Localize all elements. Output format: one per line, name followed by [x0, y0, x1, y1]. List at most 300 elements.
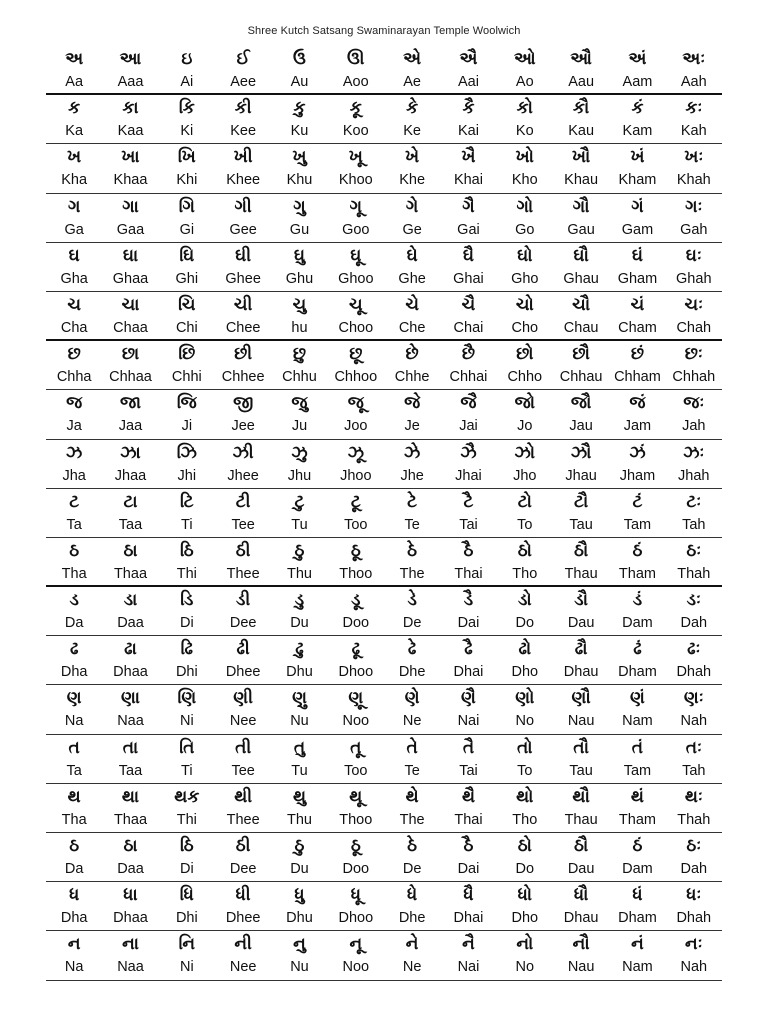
syllable-cell: [384, 587, 440, 635]
syllable-cell: [440, 46, 496, 93]
syllable-cell: [666, 685, 722, 733]
syllable-cell: [271, 538, 327, 585]
gujarati-syllable: ડઃ: [686, 590, 701, 611]
romanized-syllable: Ghe: [398, 270, 426, 287]
syllable-cell: [666, 882, 722, 930]
consonant-row: [46, 95, 722, 144]
syllable-cell: [215, 292, 271, 339]
syllable-cell: [328, 587, 384, 635]
gujarati-syllable: ણિ: [177, 688, 197, 709]
consonant-row: [46, 440, 722, 489]
romanized-syllable: Jhai: [455, 467, 482, 484]
syllable-cell: [215, 784, 271, 832]
gujarati-syllable: ટં: [632, 491, 643, 512]
gujarati-syllable: ઝુ: [291, 442, 308, 463]
romanized-syllable: Dam: [622, 615, 653, 632]
consonant-row: [46, 489, 722, 538]
syllable-cell: [159, 341, 215, 389]
romanized-syllable: Ge: [402, 221, 422, 238]
syllable-cell: [328, 46, 384, 93]
romanized-syllable: Thah: [677, 565, 711, 582]
syllable-cell: [215, 685, 271, 733]
romanized-syllable: Gha: [60, 270, 88, 287]
gujarati-syllable: ણઃ: [683, 688, 704, 709]
gujarati-syllable: છા: [121, 344, 140, 365]
romanized-syllable: Nah: [680, 959, 708, 976]
gujarati-syllable: ઠિ: [179, 836, 194, 856]
romanized-syllable: Noo: [342, 959, 370, 976]
syllable-cell: [553, 390, 609, 438]
gujarati-syllable: કૂ: [349, 98, 362, 119]
syllable-cell: [46, 882, 102, 930]
syllable-cell: [328, 95, 384, 143]
syllable-cell: [46, 243, 102, 291]
romanized-syllable: Jai: [459, 418, 478, 435]
gujarati-syllable: જી: [233, 393, 254, 414]
gujarati-syllable: છો: [516, 344, 534, 365]
romanized-syllable: Gho: [511, 270, 539, 287]
romanized-syllable: Du: [290, 861, 309, 877]
syllable-cell: [440, 882, 496, 930]
romanized-syllable: Ghoo: [338, 270, 374, 287]
gujarati-syllable: ધા: [123, 885, 138, 906]
gujarati-syllable: ચૈ: [461, 294, 476, 315]
romanized-syllable: Tha: [61, 565, 87, 582]
romanized-syllable: Taa: [118, 762, 143, 779]
romanized-syllable: Da: [64, 615, 84, 632]
romanized-syllable: Jhau: [565, 467, 597, 484]
gujarati-syllable: કૌ: [572, 98, 590, 119]
gujarati-syllable: ગઃ: [685, 196, 703, 217]
romanized-syllable: Chaa: [113, 319, 148, 336]
romanized-syllable: Khaa: [113, 172, 148, 189]
romanized-syllable: Khau: [564, 172, 599, 189]
gujarati-syllable: ટ: [69, 491, 80, 512]
romanized-syllable: Too: [344, 762, 368, 779]
gujarati-syllable: થં: [630, 786, 644, 807]
gujarati-syllable: ડા: [123, 590, 138, 611]
consonant-row: [46, 833, 722, 882]
syllable-cell: [553, 341, 609, 389]
gujarati-syllable: તઃ: [685, 737, 702, 758]
syllable-cell: [328, 292, 384, 339]
gujarati-syllable: કો: [516, 98, 533, 119]
syllable-cell: [215, 194, 271, 242]
syllable-cell: [384, 931, 440, 979]
syllable-cell: [553, 292, 609, 339]
romanized-syllable: Too: [344, 516, 368, 533]
syllable-cell: [328, 538, 384, 585]
gujarati-syllable: છૌ: [572, 344, 590, 365]
syllable-cell: [666, 194, 722, 242]
syllable-cell: [159, 735, 215, 783]
romanized-syllable: Nee: [229, 959, 257, 976]
syllable-cell: [609, 46, 665, 93]
romanized-syllable: Gham: [617, 270, 658, 287]
romanized-syllable: Ta: [66, 762, 82, 779]
syllable-cell: [666, 538, 722, 585]
romanized-syllable: Do: [515, 615, 535, 632]
romanized-syllable: Thaa: [113, 565, 148, 582]
syllable-cell: [159, 833, 215, 881]
gujarati-syllable: ડૈ: [463, 590, 474, 611]
syllable-cell: [497, 587, 553, 635]
gujarati-syllable: ચી: [233, 294, 253, 315]
syllable-cell: [271, 636, 327, 684]
romanized-syllable: Jaa: [118, 418, 143, 435]
syllable-cell: [271, 46, 327, 93]
gujarati-syllable: છી: [234, 344, 253, 365]
gujarati-syllable: અં: [628, 49, 647, 69]
gujarati-syllable: ના: [122, 934, 139, 955]
gujarati-syllable: કે: [406, 98, 419, 119]
romanized-syllable: Aoo: [342, 74, 369, 90]
romanized-syllable: De: [402, 861, 422, 877]
syllable-cell: [159, 46, 215, 93]
syllable-cell: [666, 390, 722, 438]
gujarati-syllable: જો: [514, 393, 535, 414]
gujarati-syllable: ધં: [632, 885, 643, 906]
romanized-syllable: Dhau: [563, 910, 599, 927]
gujarati-syllable: ખા: [121, 147, 140, 168]
gujarati-syllable: ઢં: [633, 639, 642, 660]
romanized-syllable: The: [399, 811, 425, 828]
romanized-syllable: Dham: [618, 910, 657, 927]
romanized-syllable: Go: [515, 221, 535, 238]
gujarati-syllable: ઘૈ: [462, 245, 475, 266]
syllable-cell: [497, 833, 553, 881]
syllable-cell: [384, 390, 440, 438]
romanized-syllable: Che: [398, 319, 426, 336]
syllable-cell: [666, 292, 722, 339]
syllable-cell: [215, 587, 271, 635]
syllable-cell: [159, 636, 215, 684]
romanized-syllable: Thai: [454, 565, 483, 582]
syllable-cell: [553, 46, 609, 93]
syllable-cell: [666, 784, 722, 832]
syllable-cell: [271, 685, 327, 733]
romanized-syllable: Nah: [680, 713, 708, 730]
gujarati-syllable: ગિ: [178, 196, 195, 217]
romanized-syllable: Chhee: [221, 369, 265, 386]
syllable-cell: [159, 489, 215, 537]
syllable-cell: [271, 440, 327, 488]
gujarati-syllable: ઝૈ: [460, 442, 477, 463]
consonant-row: [46, 685, 722, 734]
consonant-row: [46, 636, 722, 685]
page-title: Shree Kutch Satsang Swaminarayan Temple Woolwich: [247, 25, 521, 37]
syllable-cell: [159, 784, 215, 832]
romanized-syllable: Jee: [231, 418, 255, 435]
romanized-syllable: De: [402, 615, 422, 632]
syllable-cell: [497, 144, 553, 192]
gujarati-syllable: ણૂ: [348, 688, 364, 709]
romanized-syllable: Ae: [403, 74, 421, 90]
syllable-cell: [46, 685, 102, 733]
romanized-syllable: Dhu: [286, 664, 313, 681]
syllable-cell: [102, 882, 158, 930]
romanized-syllable: Aau: [568, 74, 595, 90]
syllable-cell: [46, 833, 102, 881]
gujarati-syllable: ખઃ: [684, 147, 704, 168]
gujarati-syllable: કં: [631, 98, 644, 119]
romanized-syllable: Dam: [622, 861, 653, 877]
gujarati-syllable: નૈ: [462, 934, 475, 955]
romanized-syllable: Tee: [231, 762, 255, 779]
gujarati-syllable: ઢઃ: [687, 639, 701, 660]
romanized-syllable: Dhee: [225, 910, 261, 927]
romanized-syllable: Aee: [230, 74, 257, 90]
gujarati-syllable: ધુ: [294, 885, 305, 906]
gujarati-syllable: ઠૈ: [463, 836, 474, 856]
syllable-cell: [159, 95, 215, 143]
syllable-cell: [440, 341, 496, 389]
romanized-syllable: Ta: [66, 516, 82, 533]
gujarati-syllable: અ: [65, 49, 84, 69]
syllable-cell: [609, 636, 665, 684]
romanized-syllable: Gam: [621, 221, 654, 238]
syllable-cell: [46, 95, 102, 143]
syllable-cell: [102, 144, 158, 192]
romanized-syllable: Dhe: [398, 910, 426, 927]
romanized-syllable: Ku: [290, 123, 309, 140]
gujarati-syllable: ઘૂ: [350, 245, 362, 266]
consonant-row: [46, 882, 722, 931]
romanized-syllable: Jham: [619, 467, 656, 484]
gujarati-syllable: થઃ: [684, 786, 703, 807]
romanized-syllable: Kho: [511, 172, 538, 189]
romanized-syllable: Dhau: [563, 664, 599, 681]
gujarati-syllable: ટૈ: [463, 491, 474, 512]
romanized-syllable: Dhoo: [338, 664, 374, 681]
syllable-cell: [102, 194, 158, 242]
gujarati-syllable: ઘી: [235, 245, 252, 266]
gujarati-syllable: નૌ: [572, 934, 590, 955]
syllable-cell: [159, 243, 215, 291]
gujarati-syllable: ણા: [120, 688, 140, 709]
syllable-cell: [215, 538, 271, 585]
gujarati-syllable: છુ: [292, 344, 307, 365]
romanized-syllable: Kau: [568, 123, 595, 140]
romanized-syllable: Naa: [117, 959, 144, 976]
syllable-cell: [666, 735, 722, 783]
syllable-cell: [440, 538, 496, 585]
syllable-cell: [271, 292, 327, 339]
gujarati-syllable: થુ: [292, 786, 306, 807]
gujarati-syllable: ઢ: [69, 639, 79, 660]
syllable-cell: [497, 46, 553, 93]
syllable-cell: [384, 95, 440, 143]
gujarati-syllable: આ: [119, 49, 142, 69]
romanized-syllable: Tee: [231, 516, 255, 533]
gujarati-syllable: ટે: [407, 491, 418, 512]
romanized-syllable: Aai: [457, 74, 479, 90]
gujarati-syllable: ત: [68, 737, 80, 758]
romanized-syllable: Gah: [680, 221, 708, 238]
gujarati-syllable: ઠા: [123, 540, 138, 561]
gujarati-syllable: નુ: [293, 934, 306, 955]
syllable-cell: [553, 735, 609, 783]
romanized-syllable: Khah: [676, 172, 711, 189]
romanized-syllable: Aah: [680, 74, 707, 90]
gujarati-syllable: ચં: [630, 294, 645, 315]
syllable-cell: [328, 390, 384, 438]
syllable-cell: [553, 538, 609, 585]
syllable-cell: [440, 390, 496, 438]
romanized-syllable: Jhah: [678, 467, 710, 484]
syllable-cell: [215, 341, 271, 389]
syllable-cell: [497, 931, 553, 979]
gujarati-syllable: ઠં: [632, 540, 643, 561]
romanized-syllable: Dhaa: [113, 910, 148, 927]
romanized-syllable: Ji: [181, 418, 193, 435]
gujarati-syllable: થૂ: [349, 786, 363, 807]
syllable-cell: [666, 636, 722, 684]
romanized-syllable: Dho: [511, 664, 539, 681]
syllable-cell: [440, 243, 496, 291]
gujarati-syllable: ઝઃ: [683, 442, 705, 463]
syllable-cell: [609, 882, 665, 930]
romanized-syllable: Chau: [563, 319, 599, 336]
romanized-syllable: Dhe: [398, 664, 426, 681]
romanized-syllable: Du: [290, 615, 309, 632]
syllable-cell: [328, 341, 384, 389]
gujarati-syllable: ચઃ: [684, 294, 704, 315]
syllable-cell: [440, 931, 496, 979]
syllable-cell: [102, 440, 158, 488]
syllable-cell: [328, 784, 384, 832]
gujarati-syllable: તી: [235, 737, 252, 758]
romanized-syllable: Tai: [459, 762, 478, 779]
romanized-syllable: Dhoo: [338, 910, 374, 927]
romanized-syllable: Aa: [65, 74, 84, 90]
syllable-cell: [497, 489, 553, 537]
gujarati-syllable: ઢિ: [180, 639, 193, 660]
syllable-cell: [271, 144, 327, 192]
syllable-cell: [271, 95, 327, 143]
gujarati-syllable: ઝા: [120, 442, 141, 463]
syllable-cell: [215, 390, 271, 438]
syllable-cell: [159, 882, 215, 930]
syllable-cell: [609, 931, 665, 979]
syllable-cell: [666, 440, 722, 488]
gujarati-syllable: નિ: [178, 934, 196, 955]
romanized-syllable: Khi: [176, 172, 198, 189]
syllable-cell: [384, 735, 440, 783]
gujarati-syllable: જૈ: [460, 393, 477, 414]
romanized-syllable: Te: [404, 762, 420, 779]
syllable-cell: [609, 538, 665, 585]
romanized-syllable: Di: [179, 861, 194, 877]
romanized-syllable: Jhu: [287, 467, 312, 484]
romanized-syllable: Kha: [61, 172, 88, 189]
romanized-syllable: Dho: [511, 910, 539, 927]
syllable-cell: [46, 784, 102, 832]
syllable-cell: [159, 587, 215, 635]
romanized-syllable: Tah: [682, 516, 706, 533]
romanized-syllable: Thaa: [113, 811, 148, 828]
gujarati-syllable: ટૂ: [350, 491, 361, 512]
syllable-cell: [215, 882, 271, 930]
gujarati-syllable: ડં: [632, 590, 643, 611]
syllable-cell: [271, 194, 327, 242]
romanized-syllable: Goo: [342, 221, 370, 238]
romanized-syllable: Gaa: [116, 221, 145, 238]
gujarati-syllable: ખુ: [292, 147, 307, 168]
consonant-row: [46, 341, 722, 390]
gujarati-syllable: થક: [174, 786, 200, 807]
gujarati-syllable: ગં: [631, 196, 644, 217]
gujarati-syllable: ટઃ: [686, 491, 702, 512]
romanized-syllable: Dhee: [225, 664, 261, 681]
syllable-cell: [328, 194, 384, 242]
romanized-syllable: Dau: [567, 861, 595, 877]
syllable-cell: [159, 390, 215, 438]
syllable-cell: [215, 144, 271, 192]
romanized-syllable: Dhah: [676, 664, 712, 681]
gujarati-syllable: ઠૌ: [573, 540, 589, 561]
syllable-cell: [102, 95, 158, 143]
romanized-syllable: Jhi: [177, 467, 197, 484]
romanized-syllable: Nu: [290, 959, 309, 976]
gujarati-syllable: ઢા: [124, 639, 137, 660]
gujarati-syllable: ણૈ: [461, 688, 476, 709]
romanized-syllable: Aaa: [117, 74, 144, 90]
gujarati-syllable: કિ: [178, 98, 195, 119]
gujarati-syllable: છૂ: [349, 344, 363, 365]
syllable-cell: [271, 587, 327, 635]
gujarati-syllable: તો: [517, 737, 533, 758]
romanized-syllable: Khoo: [338, 172, 373, 189]
syllable-cell: [384, 440, 440, 488]
syllable-cell: [497, 292, 553, 339]
syllable-cell: [46, 144, 102, 192]
gujarati-syllable: ટી: [235, 491, 251, 512]
gujarati-syllable: જા: [119, 393, 141, 414]
syllable-cell: [271, 882, 327, 930]
gujarati-syllable: ઝૌ: [570, 442, 592, 463]
romanized-syllable: Jau: [569, 418, 593, 435]
gujarati-syllable: ટો: [517, 491, 532, 512]
consonant-row: [46, 194, 722, 243]
romanized-syllable: Jo: [517, 418, 533, 435]
gujarati-syllable: તુ: [293, 737, 306, 758]
syllable-cell: [666, 243, 722, 291]
syllable-cell: [609, 735, 665, 783]
gujarati-syllable: ઠે: [407, 540, 418, 561]
romanized-syllable: Tu: [291, 762, 308, 779]
romanized-syllable: Jhe: [400, 467, 424, 484]
syllable-cell: [328, 735, 384, 783]
syllable-cell: [553, 243, 609, 291]
gujarati-syllable: ઘે: [406, 245, 418, 266]
syllable-cell: [46, 46, 102, 93]
gujarati-syllable: ખૂ: [348, 147, 363, 168]
syllable-cell: [609, 440, 665, 488]
syllable-cell: [159, 194, 215, 242]
romanized-syllable: Tau: [569, 516, 593, 533]
gujarati-syllable: થા: [121, 786, 140, 807]
romanized-syllable: Thau: [564, 565, 598, 582]
syllable-cell: [666, 587, 722, 635]
gujarati-syllable: અઃ: [682, 49, 706, 69]
romanized-syllable: Chi: [175, 319, 198, 336]
romanized-syllable: Na: [64, 959, 84, 976]
romanized-syllable: Nam: [622, 713, 653, 730]
romanized-syllable: Tam: [623, 516, 652, 533]
syllable-cell: [440, 194, 496, 242]
gujarati-syllable: ઢૂ: [351, 639, 361, 660]
